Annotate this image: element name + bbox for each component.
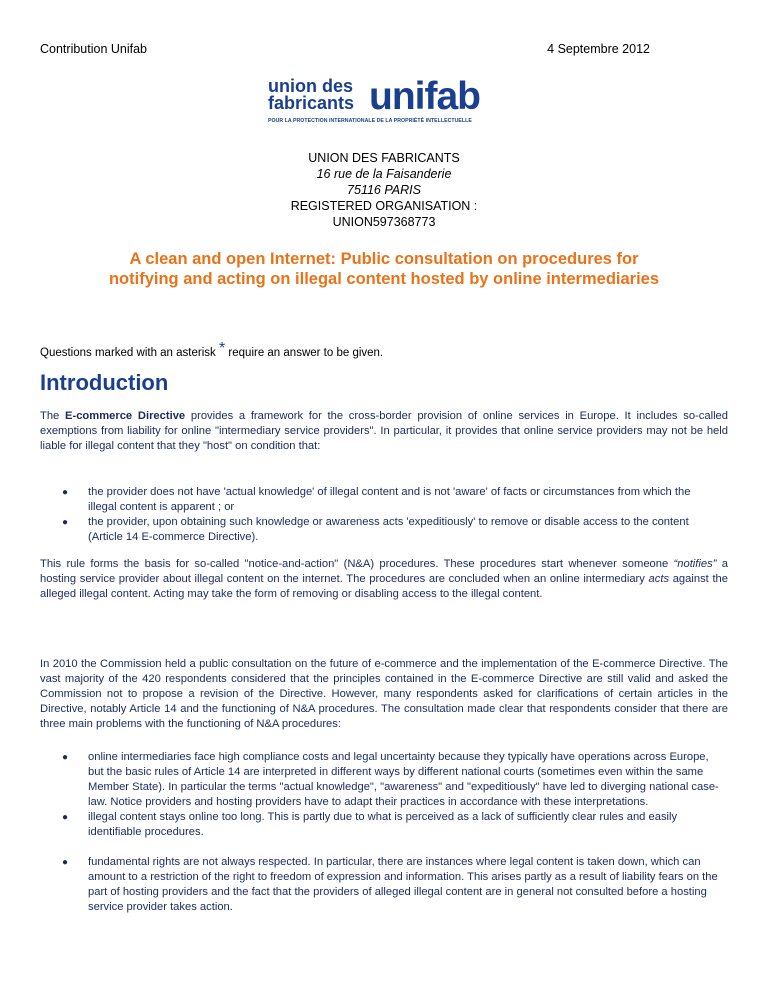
bullet-icon: ● [62,517,69,528]
p2-italic-notifies: “notifies” [673,558,717,570]
organisation-address [0,150,768,230]
bullet-icon: ● [62,812,69,823]
document-title: A clean and open Internet: Public consultation on procedures for notifying and acting on illegal content hosted by online intermediaries [108,250,660,288]
p2-part-2: a hosting service provider about illegal content on the internet. The procedures are concluded when an online intermediary [40,558,728,585]
asterisk-icon: * [218,340,226,357]
bullet-icon: ● [62,857,69,868]
list-item-text: the provider, upon obtaining such knowledge or awareness acts 'expeditiously' to remove or disable access to the content (Article 14 E-commerce Directive). [88,516,689,543]
p2-part-1: This rule forms the basis for so-called "notice-and-action" (N&A) procedures. These procedures start whenever someone [40,558,674,570]
p1-rest: provides a framework for the cross-border provision of online services in Europe. It includes so-called exemptions from liability for online "intermediary service providers". In particular, it provides that online service providers may not be held liable for illegal content that they "host" on condition that: [40,410,729,452]
address-registered-number: UNION597368773 [332,215,436,229]
address-street: 16 rue de la Faisanderie [316,167,452,181]
asterisk-note-before: Questions marked with an asterisk [40,347,216,359]
intro-paragraph-1 [40,409,728,454]
p1-lead: The [40,410,65,422]
problems-list [62,750,722,915]
conditions-list [62,485,722,545]
list-item-text: the provider does not have 'actual knowledge' of illegal content and is not 'aware' of facts or circumstances from which the illegal content is apparent ; or [88,486,691,513]
list-item-text: online intermediaries face high compliance costs and legal uncertainty because they typically have operations across Europe, but the basic rules of Article 14 are interpreted in different ways by different national courts (sometimes even within the same Member State). In particular the terms "actual knowledge", "awareness" and "expeditiously" have led to diverging national case-law. Notice providers and hosting providers have to adapt their practices in accordance with these interpretations. [88,751,719,808]
list-item-text: illegal content stays online too long. This is partly due to what is perceived as a lack of sufficiently clear rules and easily identifiable procedures. [88,811,678,838]
intro-paragraph-3: In 2010 the Commission held a public consultation on the future of e-commerce and the implementation of the E-commerce Directive. The vast majority of the 420 respondents considered that the principles contained in the E-commerce Directive are still valid and asked the Commission not to propose a revision of the Directive. However, many respondents asked for clarifications of certain articles in the Directive, notably Article 14 and the functioning of N&A procedures. The consultation made clear that respondents consider that there are three main problems with the functioning of N&A procedures: [40,658,728,730]
list-item [62,485,722,515]
section-heading-introduction: Introduction [40,370,169,395]
asterisk-note [40,340,384,361]
logo-brand: unifab [369,75,480,118]
list-item-text: fundamental rights are not always respected. In particular, there are instances where legal content is taken down, which can amount to a restriction of the right to freedom of expression and information. This arises partly as a result of liability fears on the part of hosting providers and the fact that the providers of alleged illegal content are in general not consulted before a hosting service provider takes action. [88,856,718,913]
list-item [62,515,722,545]
p2-part-3: against the alleged illegal content. Acting may take the form of removing or disabling access to the illegal content. [40,573,728,600]
logo-line-union-des: union des [268,76,353,96]
logo-tagline: POUR LA PROTECTION INTERNATIONALE DE LA PROPRIÉTÉ INTELLECTUELLE [268,118,472,124]
header-date: 4 Septembre 2012 [547,42,650,56]
bullet-icon: ● [62,487,69,498]
bullet-icon: ● [62,752,69,763]
unifab-logo [268,77,500,129]
intro-paragraph-2 [40,557,728,602]
p1-ecommerce-directive: E-commerce Directive [65,410,186,422]
header-contribution: Contribution Unifab [40,42,148,56]
p2-italic-acts: acts [648,573,670,585]
asterisk-note-after: require an answer to be given. [228,347,384,359]
address-city: 75116 PARIS [347,183,421,197]
list-item [62,810,722,840]
list-item [62,750,722,810]
address-org-name: UNION DES FABRICANTS [308,151,460,165]
logo-line-fabricants: fabricants [268,93,355,113]
address-registered-label: REGISTERED ORGANISATION : [290,199,478,213]
list-item [62,855,722,915]
